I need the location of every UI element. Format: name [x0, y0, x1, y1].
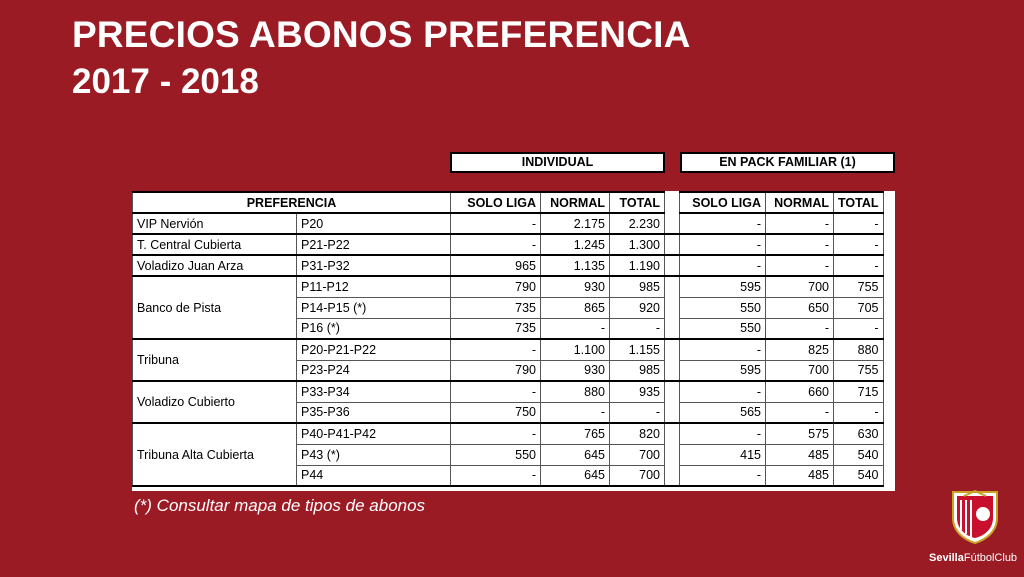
table-row: [133, 381, 884, 402]
total-cell: 1.300: [610, 234, 665, 255]
pack-normal-cell: -: [766, 234, 834, 255]
code-cell: P14-P15 (*): [297, 297, 451, 318]
column-gap: [665, 402, 680, 423]
pack-solo-liga-cell: -: [680, 255, 766, 276]
column-gap: [665, 423, 680, 444]
pack-total-cell: -: [834, 255, 884, 276]
zone-cell: Banco de Pista: [133, 276, 297, 339]
pack-solo-liga-cell: 595: [680, 276, 766, 297]
solo-liga-cell: 550: [451, 444, 541, 465]
normal-cell: -: [541, 402, 610, 423]
total-cell: 935: [610, 381, 665, 402]
normal-cell: 645: [541, 444, 610, 465]
pack-normal-cell: 485: [766, 444, 834, 465]
pack-total-cell: 755: [834, 276, 884, 297]
header-total: TOTAL: [610, 192, 665, 213]
code-cell: P33-P34: [297, 381, 451, 402]
pack-normal-cell: 660: [766, 381, 834, 402]
column-gap: [665, 381, 680, 402]
pack-normal-cell: -: [766, 255, 834, 276]
pack-normal-cell: 575: [766, 423, 834, 444]
pack-solo-liga-cell: 595: [680, 360, 766, 381]
pack-total-cell: 755: [834, 360, 884, 381]
normal-cell: 2.175: [541, 213, 610, 234]
club-name: SevillaFútbolClub: [929, 552, 1018, 564]
zone-cell: Tribuna: [133, 339, 297, 381]
table-row: [133, 213, 884, 234]
zone-cell: Tribuna Alta Cubierta: [133, 423, 297, 486]
pack-normal-cell: -: [766, 213, 834, 234]
total-cell: 700: [610, 444, 665, 465]
column-gap: [665, 276, 680, 297]
table-row: [133, 234, 884, 255]
normal-cell: 930: [541, 276, 610, 297]
column-gap: [665, 339, 680, 360]
header-pack-normal: NORMAL: [766, 192, 834, 213]
pack-total-cell: 540: [834, 444, 884, 465]
code-cell: P20: [297, 213, 451, 234]
group-header-individual: INDIVIDUAL: [450, 152, 665, 173]
normal-cell: 1.245: [541, 234, 610, 255]
table-row: [133, 255, 884, 276]
pack-normal-cell: 650: [766, 297, 834, 318]
total-cell: 1.155: [610, 339, 665, 360]
pack-normal-cell: 700: [766, 360, 834, 381]
solo-liga-cell: -: [451, 339, 541, 360]
pack-total-cell: -: [834, 213, 884, 234]
normal-cell: -: [541, 318, 610, 339]
table-row: [133, 276, 884, 297]
pack-solo-liga-cell: 415: [680, 444, 766, 465]
pack-normal-cell: 825: [766, 339, 834, 360]
pack-normal-cell: -: [766, 402, 834, 423]
footnote: (*) Consultar mapa de tipos de abonos: [134, 496, 426, 515]
total-cell: 985: [610, 276, 665, 297]
column-gap: [665, 297, 680, 318]
normal-cell: 765: [541, 423, 610, 444]
pack-solo-liga-cell: 550: [680, 318, 766, 339]
pack-normal-cell: -: [766, 318, 834, 339]
solo-liga-cell: 965: [451, 255, 541, 276]
prices-table: [132, 191, 884, 487]
pack-solo-liga-cell: -: [680, 339, 766, 360]
table-header-row: [133, 192, 884, 213]
column-gap: [665, 255, 680, 276]
pack-total-cell: 715: [834, 381, 884, 402]
normal-cell: 645: [541, 465, 610, 486]
column-gap: [665, 465, 680, 486]
zone-cell: Voladizo Juan Arza: [133, 255, 297, 276]
code-cell: P23-P24: [297, 360, 451, 381]
total-cell: 1.190: [610, 255, 665, 276]
column-gap: [665, 360, 680, 381]
normal-cell: 930: [541, 360, 610, 381]
solo-liga-cell: -: [451, 465, 541, 486]
solo-liga-cell: 750: [451, 402, 541, 423]
pack-total-cell: 540: [834, 465, 884, 486]
column-gap: [665, 234, 680, 255]
column-gap: [665, 318, 680, 339]
prices-table-container: [132, 191, 895, 491]
solo-liga-cell: -: [451, 213, 541, 234]
solo-liga-cell: -: [451, 423, 541, 444]
pack-solo-liga-cell: 550: [680, 297, 766, 318]
pack-solo-liga-cell: -: [680, 423, 766, 444]
solo-liga-cell: 735: [451, 318, 541, 339]
code-cell: P44: [297, 465, 451, 486]
solo-liga-cell: 790: [451, 276, 541, 297]
total-cell: 700: [610, 465, 665, 486]
code-cell: P21-P22: [297, 234, 451, 255]
code-cell: P20-P21-P22: [297, 339, 451, 360]
column-gap: [665, 213, 680, 234]
code-cell: P40-P41-P42: [297, 423, 451, 444]
column-gap: [665, 192, 680, 213]
zone-cell: Voladizo Cubierto: [133, 381, 297, 423]
total-cell: 820: [610, 423, 665, 444]
header-normal: NORMAL: [541, 192, 610, 213]
normal-cell: 1.135: [541, 255, 610, 276]
pack-total-cell: -: [834, 234, 884, 255]
solo-liga-cell: 790: [451, 360, 541, 381]
pack-total-cell: -: [834, 318, 884, 339]
total-cell: -: [610, 318, 665, 339]
total-cell: -: [610, 402, 665, 423]
total-cell: 920: [610, 297, 665, 318]
code-cell: P31-P32: [297, 255, 451, 276]
zone-cell: VIP Nervión: [133, 213, 297, 234]
sevilla-crest-icon: [950, 490, 1000, 545]
pack-solo-liga-cell: 565: [680, 402, 766, 423]
code-cell: P35-P36: [297, 402, 451, 423]
normal-cell: 880: [541, 381, 610, 402]
solo-liga-cell: -: [451, 381, 541, 402]
pack-total-cell: 705: [834, 297, 884, 318]
header-solo-liga: SOLO LIGA: [451, 192, 541, 213]
group-header-pack-familiar: EN PACK FAMILIAR (1): [680, 152, 895, 173]
table-row: [133, 339, 884, 360]
solo-liga-cell: 735: [451, 297, 541, 318]
column-gap: [665, 444, 680, 465]
header-pack-solo-liga: SOLO LIGA: [680, 192, 766, 213]
pack-solo-liga-cell: -: [680, 381, 766, 402]
solo-liga-cell: -: [451, 234, 541, 255]
pack-total-cell: 630: [834, 423, 884, 444]
zone-cell: T. Central Cubierta: [133, 234, 297, 255]
code-cell: P11-P12: [297, 276, 451, 297]
total-cell: 2.230: [610, 213, 665, 234]
pack-total-cell: 880: [834, 339, 884, 360]
header-preferencia: PREFERENCIA: [133, 192, 451, 213]
code-cell: P16 (*): [297, 318, 451, 339]
pack-total-cell: -: [834, 402, 884, 423]
season-subtitle: 2017 - 2018: [72, 62, 259, 101]
code-cell: P43 (*): [297, 444, 451, 465]
normal-cell: 865: [541, 297, 610, 318]
pack-normal-cell: 485: [766, 465, 834, 486]
pack-solo-liga-cell: -: [680, 234, 766, 255]
table-row: [133, 423, 884, 444]
total-cell: 985: [610, 360, 665, 381]
pack-solo-liga-cell: -: [680, 465, 766, 486]
pack-solo-liga-cell: -: [680, 213, 766, 234]
pack-normal-cell: 700: [766, 276, 834, 297]
page-title: PRECIOS ABONOS PREFERENCIA: [72, 14, 691, 55]
header-pack-total: TOTAL: [834, 192, 884, 213]
normal-cell: 1.100: [541, 339, 610, 360]
